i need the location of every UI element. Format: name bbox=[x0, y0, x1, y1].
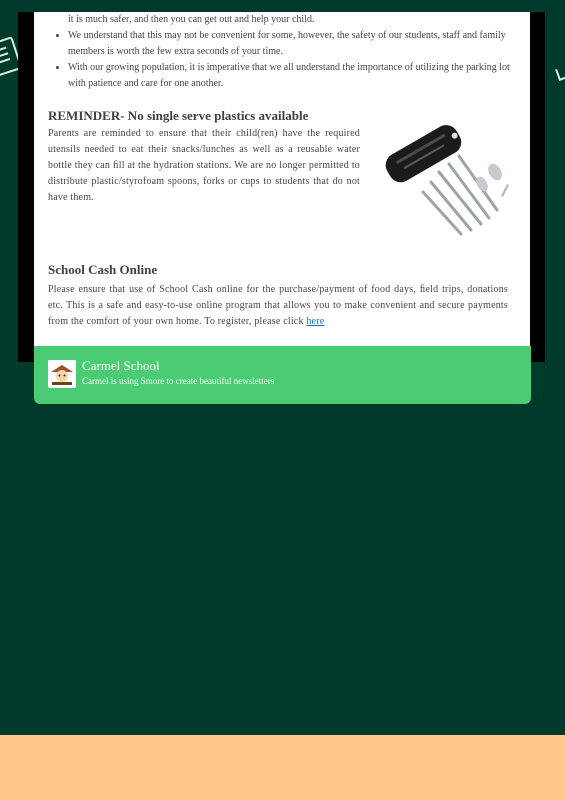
register-link[interactable]: here bbox=[306, 316, 325, 327]
bullet-item: • With our growing population, it is imperative that we all understand the importance of utilizing the parking lot with patience and care for one another. bbox=[68, 60, 530, 92]
footer-org-name: Carmel School bbox=[82, 358, 160, 373]
newsletter-card bbox=[34, 12, 530, 346]
footer-tagline: Carmel is using Smore to create beautiful newsletters bbox=[82, 376, 275, 386]
utensil-set-image bbox=[379, 112, 514, 237]
school-cash-title: School Cash Online bbox=[48, 262, 158, 277]
doodle-mark-icon bbox=[555, 67, 565, 81]
reminder-body: Parents are reminded to ensure that their child(ren) have the required utensils needed to eat their snacks/lunches as well as a reusable water bottle they can ﬁll at the hydration stations. We are no longer permitted to distribute plastic/styrofoam spoons, forks or cups to students that do not have them. bbox=[48, 128, 360, 203]
reminder-title: REMINDER- No single serve plastics available bbox=[48, 108, 309, 123]
bullet-item: • We understand that this may not be convenient for some, however, the safety of our students, staff and family members is worth the few extra seconds of your time. bbox=[68, 28, 530, 60]
parking-bullets bbox=[34, 28, 530, 92]
bullet-continued-text: it is much safer, and then you can get out and help your child. bbox=[68, 14, 315, 25]
school-cash-body bbox=[48, 282, 508, 330]
school-cash-body-text: Please ensure that use of School Cash online for the purchase/payment of food days, ﬁeld trips, donations etc. This is a safe and easy-to-use online program that allows you to make convenient and secure payments from the comfort of your own home. To register, please click bbox=[48, 284, 508, 327]
bottom-band bbox=[0, 735, 565, 800]
smore-footer[interactable] bbox=[34, 346, 531, 404]
carmel-logo bbox=[48, 360, 76, 388]
school-cash-section bbox=[48, 262, 508, 330]
